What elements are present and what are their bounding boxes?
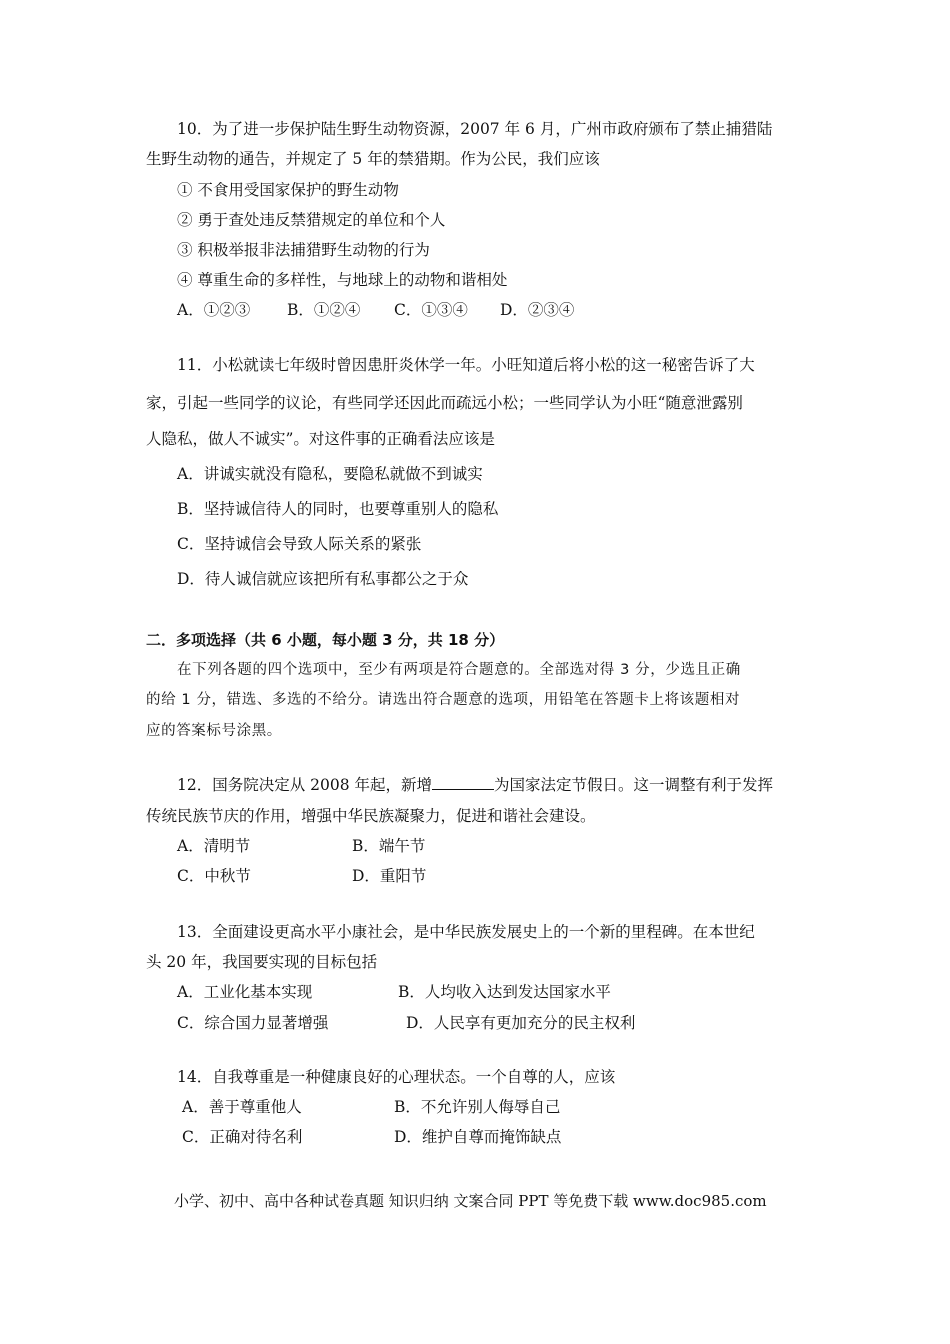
footer-text: 小学、初中、高中各种试卷真题 知识归纳 文案合同 PPT 等免费下载 www.doc985.com: [174, 1192, 767, 1210]
q10-option-a: A．①②③: [177, 301, 251, 319]
q12-option-b: B．端午节: [352, 837, 426, 855]
q13-option-c: C．综合国力显著增强: [177, 1014, 329, 1032]
q12-answer-blank: [432, 775, 494, 790]
q14-stem-line1: 14．自我尊重是一种健康良好的心理状态。一个自尊的人，应该: [177, 1068, 616, 1086]
q10-option-d: D．②③④: [500, 301, 575, 319]
q10-item-1: ① 不食用受国家保护的野生动物: [177, 181, 399, 199]
q10-item-3: ③ 积极举报非法捕猎野生动物的行为: [177, 241, 430, 259]
q13-option-d: D．人民享有更加充分的民主权利: [406, 1014, 636, 1032]
q14-option-a: A．善于尊重他人: [182, 1098, 302, 1116]
q11-stem-line1: 11．小松就读七年级时曾因患肝炎休学一年。小旺知道后将小松的这一秘密告诉了大: [177, 356, 755, 374]
q12-option-c: C．中秋节: [177, 867, 251, 885]
q10-option-c: C．①③④: [394, 301, 468, 319]
q10-stem-line1: 10．为了进一步保护陆生野生动物资源，2007 年 6 月，广州市政府颁布了禁止捕猎陆: [177, 120, 773, 138]
q11-option-a: A．讲诚实就没有隐私，要隐私就做不到诚实: [177, 465, 483, 483]
q10-stem-line2: 生野生动物的通告，并规定了 5 年的禁猎期。作为公民，我们应该: [146, 150, 600, 168]
q11-option-d: D．待人诚信就应该把所有私事都公之于众: [177, 570, 469, 588]
section2-instructions-line1: 在下列各题的四个选项中，至少有两项是符合题意的。全部选对得 3 分，少选且正确: [177, 662, 741, 678]
q10-item-2: ② 勇于查处违反禁猎规定的单位和个人: [177, 211, 446, 229]
q12-stem-pre: 12．国务院决定从 2008 年起，新增: [177, 776, 433, 794]
q12-stem-post: 为国家法定节假日。这一调整有利于发挥: [494, 776, 774, 794]
q13-option-a: A．工业化基本实现: [177, 983, 313, 1001]
q14-option-b: B．不允许别人侮辱自己: [394, 1098, 561, 1116]
q12-stem-line1: [177, 775, 773, 795]
q11-stem-line3: 人隐私，做人不诚实”。对这件事的正确看法应该是: [146, 430, 495, 448]
section2-heading: 二．多项选择（共 6 小题，每小题 3 分，共 18 分）: [146, 631, 505, 649]
q14-option-c: C．正确对待名利: [182, 1128, 303, 1146]
section2-instructions-line3: 应的答案标号涂黑。: [146, 723, 282, 739]
q11-option-c: C．坚持诚信会导致人际关系的紧张: [177, 535, 422, 553]
q10-item-4: ④ 尊重生命的多样性，与地球上的动物和谐相处: [177, 271, 508, 289]
q11-option-b: B．坚持诚信待人的同时，也要尊重别人的隐私: [177, 500, 499, 518]
q13-stem-line2: 头 20 年，我国要实现的目标包括: [146, 953, 378, 971]
section2-instructions-line2: 的给 1 分，错选、多选的不给分。请选出符合题意的选项，用铅笔在答题卡上将该题相对: [146, 692, 741, 708]
q12-stem-line2: 传统民族节庆的作用，增强中华民族凝聚力，促进和谐社会建设。: [146, 807, 596, 825]
q13-option-b: B．人均收入达到发达国家水平: [398, 983, 611, 1001]
q10-option-b: B．①②④: [287, 301, 361, 319]
q12-option-a: A．清明节: [177, 837, 251, 855]
q13-stem-line1: 13．全面建设更高水平小康社会，是中华民族发展史上的一个新的里程碑。在本世纪: [177, 923, 755, 941]
q14-option-d: D．维护自尊而掩饰缺点: [394, 1128, 562, 1146]
q12-option-d: D．重阳节: [352, 867, 427, 885]
q11-stem-line2: 家，引起一些同学的议论，有些同学还因此而疏远小松；一些同学认为小旺“随意泄露别: [146, 394, 743, 412]
